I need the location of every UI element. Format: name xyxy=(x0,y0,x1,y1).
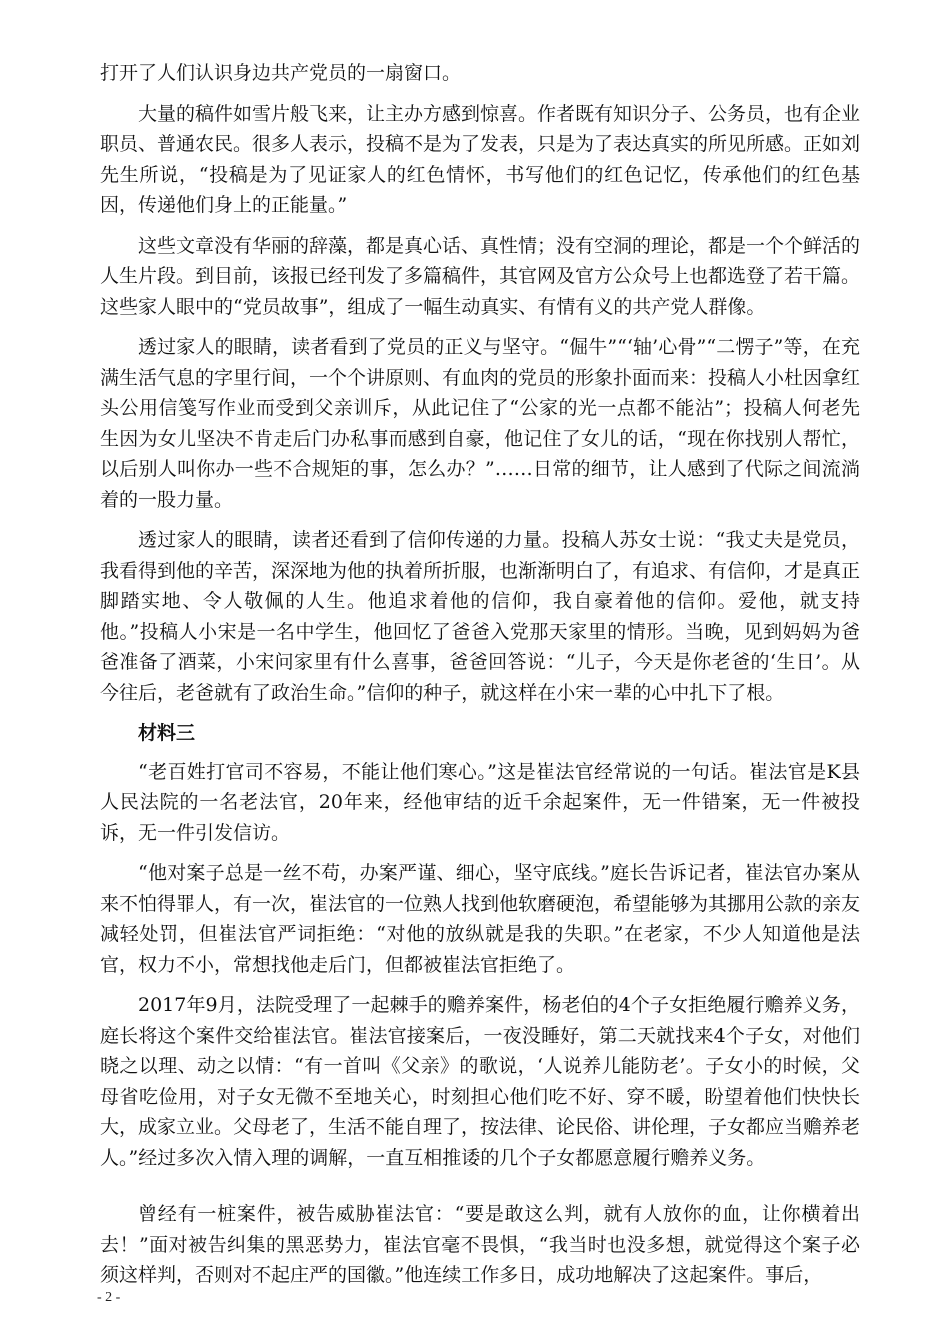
paragraph-judge-intro: “老百姓打官司不容易，不能让他们寒心。”这是崔法官经常说的一句话。崔法官是K县人民法院的一名老法官，20年来，经他审结的近千余起案件，无一件错案，无一件被投诉，无一件引发信访。 xyxy=(100,760,860,844)
paragraph-threat-case: 曾经有一桩案件，被告威胁崔法官：“要是敢这么判，就有人放你的血，让你横着出去！”面对被告纠集的黑恶势力，崔法官毫不畏惧，“我当时也没多想，就觉得这个案子必须这样判，否则对不起庄严的国徽。”他连续工作多日，成功地解决了这起案件。事后， xyxy=(100,1203,860,1286)
section-heading-material-three: 材料三 xyxy=(138,722,196,744)
paragraph-articles: 这些文章没有华丽的辞藻，都是真心话、真性情；没有空洞的理论，都是一个个鲜活的人生片段。到目前，该报已经刊发了多篇稿件，其官网及官方公众号上也都选登了若干篇。这些家人眼中的“党员故事”，组成了一幅生动真实、有情有义的共产党人群像。 xyxy=(100,234,861,318)
document-page xyxy=(100,58,860,1301)
paragraph-continuation: 打开了人们认识身边共产党员的一扇窗口。 xyxy=(100,62,462,84)
paragraph-faith: 透过家人的眼睛，读者还看到了信仰传递的力量。投稿人苏女士说：“我丈夫是党员，我看得到他的辛苦，深深地为他的执着所折服，也渐渐明白了，有追求、有信仰，才是真正脚踏实地、令人敬佩的人生。他追求着他的信仰，我自豪着他的信仰。爱他，就支持他。”投稿人小宋是一名中学生，他回忆了爸爸入党那天家里的情形。当晚，见到妈妈为爸爸准备了酒菜，小宋问家里有什么喜事，爸爸回答说：“儿子，今天是你老爸的‘生日’。从今往后，老爸就有了政治生命。”信仰的种子，就这样在小宋一辈的心中扎下了根。 xyxy=(100,529,861,704)
paragraph-judge-integrity: “他对案子总是一丝不苟，办案严谨、细心，坚守底线。”庭长告诉记者，崔法官办案从来不怕得罪人，有一次，崔法官的一位熟人找到他软磨硬泡，希望能够为其挪用公款的亲友减轻处罚，但崔法官严词拒绝：“对他的放纵就是我的失职。”在老家，不少人知道他是法官，权力不小，常想找他走后门，但都被崔法官拒绝了。 xyxy=(100,862,861,976)
paragraph-justice: 透过家人的眼睛，读者看到了党员的正义与坚守。“倔牛”“‘轴’心骨”“二愣子”等，在充满生活气息的字里行间，一个个讲原则、有血肉的党员的形象扑面而来：投稿人小杜因拿红头公用信笺写作业而受到父亲训斥，从此记住了“公家的光一点都不能沾”；投稿人何老先生因为女儿坚决不肯走后门办私事而感到自豪，他记住了女儿的话，“现在你找别人帮忙，以后别人叫你办一些不合规矩的事，怎么办？”……日常的细节，让人感到了代际之间流淌着的一股力量。 xyxy=(100,336,861,511)
page-number: - 2 - xyxy=(97,1290,121,1305)
paragraph-submissions: 大量的稿件如雪片般飞来，让主办方感到惊喜。作者既有知识分子、公务员，也有企业职员、普通农民。很多人表示，投稿不是为了发表，只是为了表达真实的所见所感。正如刘先生所说，“投稿是为了见证家人的红色情怀，书写他们的红色记忆，传承他们的红色基因，传递他们身上的正能量。” xyxy=(100,102,861,216)
paragraph-support-case: 2017年9月，法院受理了一起棘手的赡养案件，杨老伯的4个子女拒绝履行赡养义务，庭长将这个案件交给崔法官。崔法官接案后，一夜没睡好，第二天就找来4个子女，对他们晓之以理、动之以情：“有一首叫《父亲》的歌说，‘人说养儿能防老’。子女小的时候，父母省吃俭用，对子女无微不至地关心，时刻担心他们吃不好、穿不暖，盼望着他们快快长大，成家立业。父母老了，生活不能自理了，按法律、论民俗、讲伦理，子女都应当赡养老人。”经过多次入情入理的调解，一直互相推诿的几个子女都愿意履行赡养义务。 xyxy=(100,994,861,1169)
